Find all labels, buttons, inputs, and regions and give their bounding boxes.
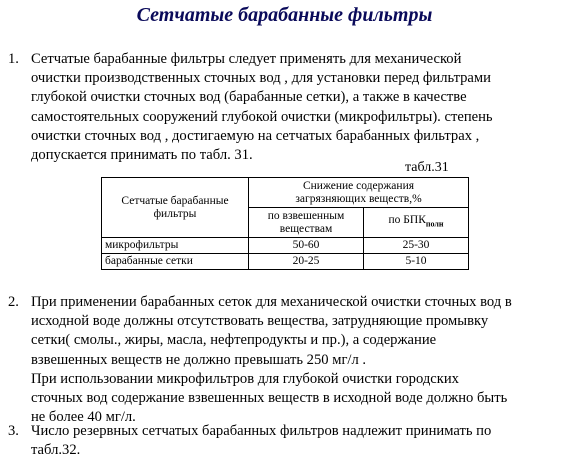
- table-cell: барабанные сетки: [102, 254, 249, 270]
- text-line: взвешенных веществ не должно превышать 250 мг/л .: [31, 351, 367, 368]
- table-row: [102, 254, 469, 270]
- table-caption: табл.31: [405, 160, 449, 175]
- text-line: не более 40 мг/л.: [31, 409, 136, 426]
- table-31: [101, 177, 469, 270]
- table-cell: 20-25: [249, 254, 364, 270]
- text-line: сетки( смолы., жиры, масла, нефтепродукты и пр.), а содержание: [31, 332, 437, 349]
- list-item-1: [8, 50, 564, 165]
- table-cell: 50-60: [249, 238, 364, 254]
- text-line: Сетчатые барабанные фильтры следует применять для механической: [31, 51, 462, 67]
- text-line: очистки производственных сточных вод , для установки перед фильтрами: [31, 70, 491, 87]
- text-line: допускается принимать по табл. 31.: [31, 147, 253, 164]
- list-number: 3.: [8, 423, 19, 439]
- text-line: очистки сточных вод , достигаемую на сетчатых барабанных фильтрах ,: [31, 127, 480, 144]
- table-header-filters: Сетчатые барабанные фильтры: [102, 178, 249, 238]
- text-line: При использовании микрофильтров для глубокой очистки городских: [31, 370, 459, 387]
- list-item-2: [8, 293, 564, 427]
- text-line: самостоятельных сооружений глубокой очистки (микрофильтры). степень: [31, 108, 493, 125]
- table-header-reduction: Снижение содержания загрязняющих веществ,%: [249, 178, 469, 208]
- paragraph-text: [31, 422, 564, 460]
- table-cell: микрофильтры: [102, 238, 249, 254]
- text-line: Число резервных сетчатых барабанных фильтров надлежит принимать по: [31, 423, 492, 439]
- paragraph-text: [31, 50, 564, 165]
- text-line: табл.32.: [31, 442, 81, 459]
- table-header-suspended: по взвешенным веществам: [249, 208, 364, 238]
- text-line: исходной воде должны отсутствовать вещества, затрудняющие промывку: [31, 313, 489, 330]
- text-line: При применении барабанных сеток для механической очистки сточных вод в: [31, 294, 512, 310]
- table-row: [102, 238, 469, 254]
- text-line: сточных вод содержание взвешенных веществ в исходной воде должно быть: [31, 390, 508, 407]
- text-line: глубокой очистки сточных вод (барабанные сетки), а также в качестве: [31, 89, 467, 106]
- list-number: 1.: [8, 51, 19, 67]
- paragraph-text: [31, 293, 564, 427]
- list-item-3: [8, 422, 564, 460]
- table-header-bod: по $БПК_{полн}$: [364, 208, 469, 238]
- list-number: 2.: [8, 294, 19, 310]
- table-cell: 5-10: [364, 254, 469, 270]
- table-cell: 25-30: [364, 238, 469, 254]
- page-title: Сетчатые барабанные фильтры: [136, 4, 433, 26]
